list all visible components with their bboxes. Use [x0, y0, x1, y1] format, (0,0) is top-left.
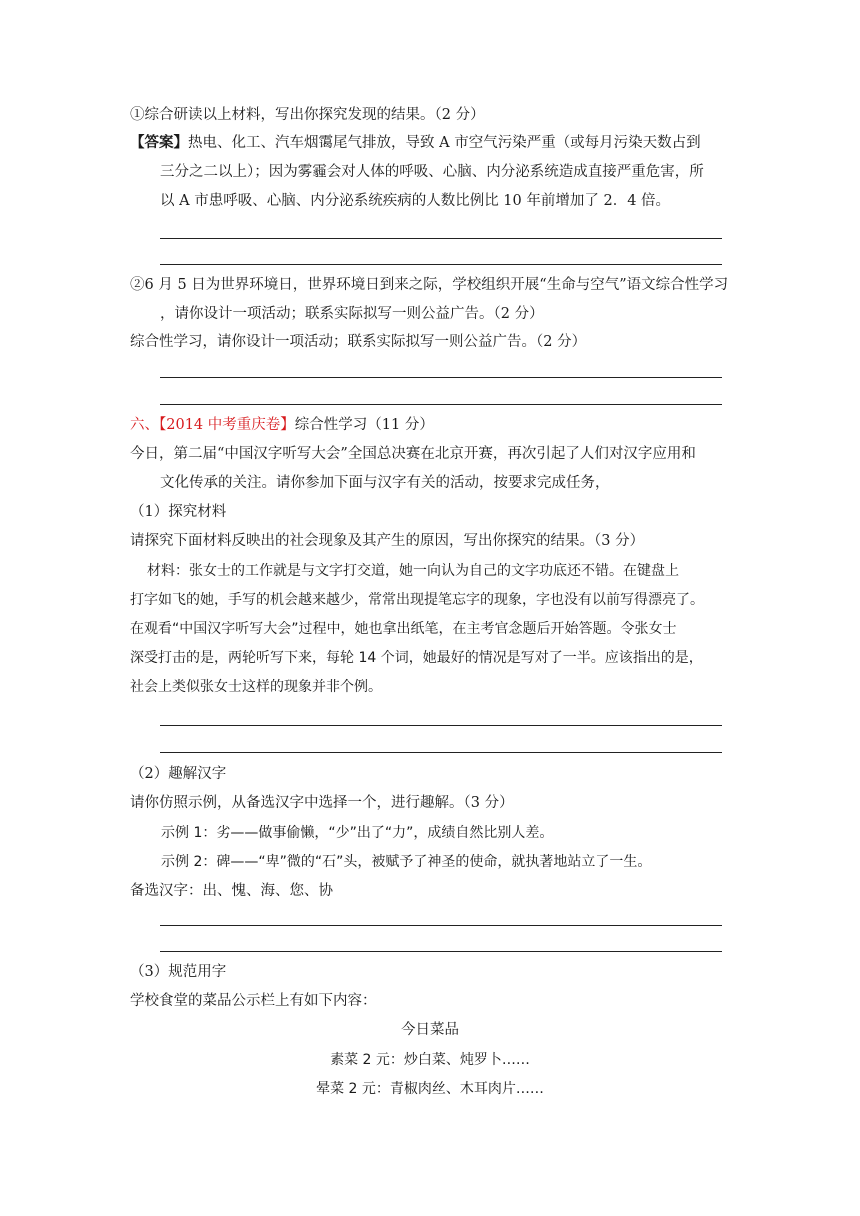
material-line: 社会上类似张女士这样的现象并非个例。	[130, 679, 382, 695]
part2-prompt: 请你仿照示例，从备选汉字中选择一个，进行趣解。（3 分）	[130, 795, 514, 811]
answer-rule	[160, 951, 722, 952]
section-intro-line-2: 文化传承的关注。请你参加下面与汉字有关的活动，按要求完成任务，	[160, 475, 610, 491]
answer-tag: 【答案】	[130, 134, 188, 151]
answer-rule	[160, 264, 722, 265]
part3-heading: （3）规范用字	[130, 964, 227, 980]
candidate-characters: 备选汉字：出、愧、海、您、协	[130, 883, 333, 899]
q2-line-2: ，请你设计一项活动；联系实际拟写一则公益广告。（2 分）	[160, 306, 544, 322]
q2-line-1: ②6 月 5 日为世界环境日，世界环境日到来之际，学校组织开展“生命与空气”语文综合性学习	[130, 277, 729, 293]
answer-rule	[160, 238, 722, 239]
menu-title: 今日菜品	[401, 1022, 459, 1038]
material-line: 深受打击的是，两轮听写下来，每轮 14 个词，她最好的情况是写对了一半。应该指出的是，	[130, 650, 703, 666]
section-6-heading	[130, 415, 434, 435]
answer-rule	[160, 725, 722, 726]
example-1: 示例 1：劣——做事偷懒，“少”出了“力”，成绩自然比别人差。	[161, 825, 554, 841]
material-line: 在观看“中国汉字听写大会”过程中，她也拿出纸笔，在主考官念题后开始答题。令张女士	[130, 621, 677, 637]
answer-rule	[160, 377, 722, 378]
answer-rule	[160, 404, 722, 405]
material-line: 打字如飞的她，手写的机会越来越少，常常出现提笔忘字的现象，字也没有以前写得漂亮了。	[130, 592, 704, 608]
menu-line-2: 晕菜 2 元：青椒肉丝、木耳肉片……	[316, 1081, 544, 1097]
part1-prompt: 请探究下面材料反映出的社会现象及其产生的原因，写出你探究的结果。（3 分）	[130, 533, 645, 549]
q2-line-3: 综合性学习，请你设计一项活动；联系实际拟写一则公益广告。（2 分）	[130, 334, 587, 350]
section-intro-line-1: 今日，第二届“中国汉字听写大会”全国总决赛在北京开赛，再次引起了人们对汉字应用和	[130, 446, 696, 462]
answer-rule	[160, 752, 722, 753]
section-source: 【2014 中考重庆卷】	[159, 417, 295, 433]
q1-answer-line-3: 以 A 市患呼吸、心脑、内分泌系统疾病的人数比例比 10 年前增加了 2．4 倍。	[160, 193, 671, 209]
part1-heading: （1）探究材料	[130, 504, 227, 520]
section-title: 综合性学习（11 分）	[294, 417, 434, 433]
part2-heading: （2）趣解汉字	[130, 766, 227, 782]
part3-prompt: 学校食堂的菜品公示栏上有如下内容：	[130, 993, 377, 1009]
example-2: 示例 2：碑——“卑”微的“石”头，被赋予了神圣的使命，就执著地站立了一生。	[161, 854, 652, 870]
material-line: 材料：张女士的工作就是与文字打交道，她一向认为自己的文字功底还不错。在键盘上	[147, 563, 679, 579]
answer-rule	[160, 925, 722, 926]
menu-line-1: 素菜 2 元：炒白菜、炖罗卜……	[330, 1052, 530, 1068]
q1-question: ①综合研读以上材料，写出你探究发现的结果。（2 分）	[130, 107, 485, 123]
section-number: 六、	[130, 417, 159, 433]
q1-answer-line-2: 三分之二以上）；因为雾霾会对人体的呼吸、心脑、内分泌系统造成直接严重危害，所	[160, 164, 704, 180]
q1-answer-line-1: 【答案】热电、化工、汽车烟霭尾气排放，导致 A 市空气污染严重（或每月污染天数占到	[130, 134, 701, 151]
